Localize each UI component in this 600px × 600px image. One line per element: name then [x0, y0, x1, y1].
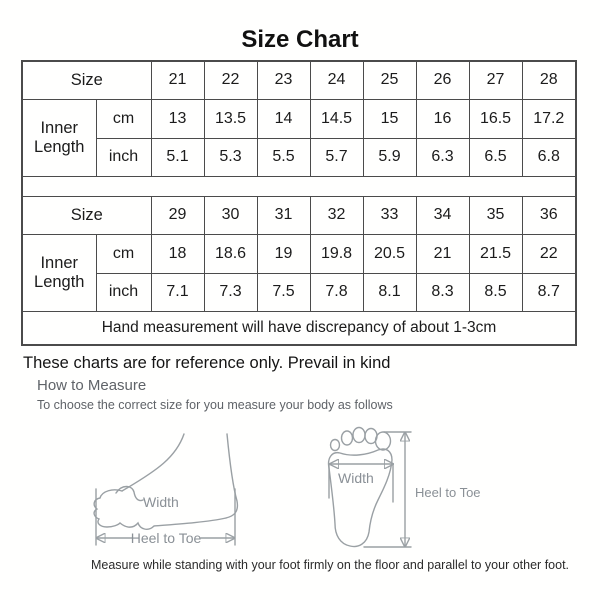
inner-length-header-cell: Inner Length	[22, 100, 96, 177]
size-chart-table	[21, 60, 577, 346]
unit-cell: cm	[96, 100, 151, 139]
size-value-cell: 32	[310, 197, 363, 235]
inch-value-cell: 5.3	[204, 139, 257, 177]
width-label: Width	[143, 494, 179, 510]
foot-heel-outline	[226, 434, 237, 518]
size-value-cell: 27	[469, 61, 522, 100]
inch-value-cell: 8.5	[469, 274, 522, 312]
size-value-cell: 30	[204, 197, 257, 235]
size-value-cell: 35	[469, 197, 522, 235]
cm-value-cell: 17.2	[522, 100, 576, 139]
cm-value-cell: 15	[363, 100, 416, 139]
heel-to-toe-label: Heel to Toe	[130, 530, 202, 546]
size-value-cell: 21	[151, 61, 204, 100]
inch-value-cell: 6.3	[416, 139, 469, 177]
cm-value-cell: 21	[416, 235, 469, 274]
size-header-cell: Size	[22, 197, 151, 235]
cm-value-cell: 18.6	[204, 235, 257, 274]
table-row	[22, 235, 576, 274]
cm-value-cell: 18	[151, 235, 204, 274]
toe-outline	[353, 428, 365, 443]
cm-value-cell: 14	[257, 100, 310, 139]
cm-value-cell: 21.5	[469, 235, 522, 274]
how-to-measure-heading: How to Measure	[37, 377, 147, 394]
inch-value-cell: 8.1	[363, 274, 416, 312]
toe-outline	[331, 440, 340, 451]
inch-value-cell: 7.3	[204, 274, 257, 312]
table-row	[22, 61, 576, 100]
inch-value-cell: 5.9	[363, 139, 416, 177]
size-value-cell: 25	[363, 61, 416, 100]
foot-front-outline	[122, 434, 184, 491]
size-value-cell: 33	[363, 197, 416, 235]
spacer-row	[22, 177, 576, 197]
inch-value-cell: 8.3	[416, 274, 469, 312]
size-value-cell: 29	[151, 197, 204, 235]
cm-value-cell: 22	[522, 235, 576, 274]
cm-value-cell: 14.5	[310, 100, 363, 139]
reference-disclaimer: These charts are for reference only. Prevail in kind	[23, 354, 391, 372]
size-value-cell: 24	[310, 61, 363, 100]
cm-value-cell: 19	[257, 235, 310, 274]
big-toe-outline	[376, 432, 391, 450]
inner-length-header-cell: Inner Length	[22, 235, 96, 312]
unit-cell: cm	[96, 235, 151, 274]
footprint-top-view-diagram	[322, 420, 567, 557]
size-value-cell: 22	[204, 61, 257, 100]
cm-value-cell: 13.5	[204, 100, 257, 139]
measurement-note: Hand measurement will have discrepancy of about 1-3cm	[22, 312, 576, 346]
note-row	[22, 312, 576, 346]
table-row	[22, 139, 576, 177]
size-value-cell: 23	[257, 61, 310, 100]
inch-value-cell: 5.5	[257, 139, 310, 177]
toe-outline	[342, 431, 353, 445]
inch-value-cell: 7.1	[151, 274, 204, 312]
page-title: Size Chart	[241, 26, 359, 53]
spacer-cell	[22, 177, 576, 197]
size-value-cell: 36	[522, 197, 576, 235]
table-row	[22, 274, 576, 312]
inch-value-cell: 7.8	[310, 274, 363, 312]
inch-value-cell: 8.7	[522, 274, 576, 312]
width-label: Width	[338, 470, 374, 486]
how-to-measure-subheading: To choose the correct size for you measure your body as follows	[37, 398, 393, 412]
size-header-cell: Size	[22, 61, 151, 100]
foot-side-view-diagram	[80, 425, 255, 557]
cm-value-cell: 13	[151, 100, 204, 139]
foot-toes-outline	[94, 490, 122, 527]
unit-cell: inch	[96, 274, 151, 312]
cm-value-cell: 16.5	[469, 100, 522, 139]
table-row	[22, 100, 576, 139]
foot-width-squiggle	[116, 487, 143, 501]
unit-cell: inch	[96, 139, 151, 177]
heel-to-toe-label: Heel to Toe	[415, 485, 481, 500]
size-value-cell: 34	[416, 197, 469, 235]
cm-value-cell: 20.5	[363, 235, 416, 274]
size-value-cell: 28	[522, 61, 576, 100]
foot-sole-outline	[120, 518, 226, 529]
inch-value-cell: 7.5	[257, 274, 310, 312]
inch-value-cell: 6.8	[522, 139, 576, 177]
table-row	[22, 197, 576, 235]
inch-value-cell: 6.5	[469, 139, 522, 177]
measuring-instruction-caption: Measure while standing with your foot firmly on the floor and parallel to your other foot.	[90, 558, 570, 572]
inch-value-cell: 5.7	[310, 139, 363, 177]
size-value-cell: 26	[416, 61, 469, 100]
cm-value-cell: 16	[416, 100, 469, 139]
inch-value-cell: 5.1	[151, 139, 204, 177]
size-value-cell: 31	[257, 197, 310, 235]
cm-value-cell: 19.8	[310, 235, 363, 274]
